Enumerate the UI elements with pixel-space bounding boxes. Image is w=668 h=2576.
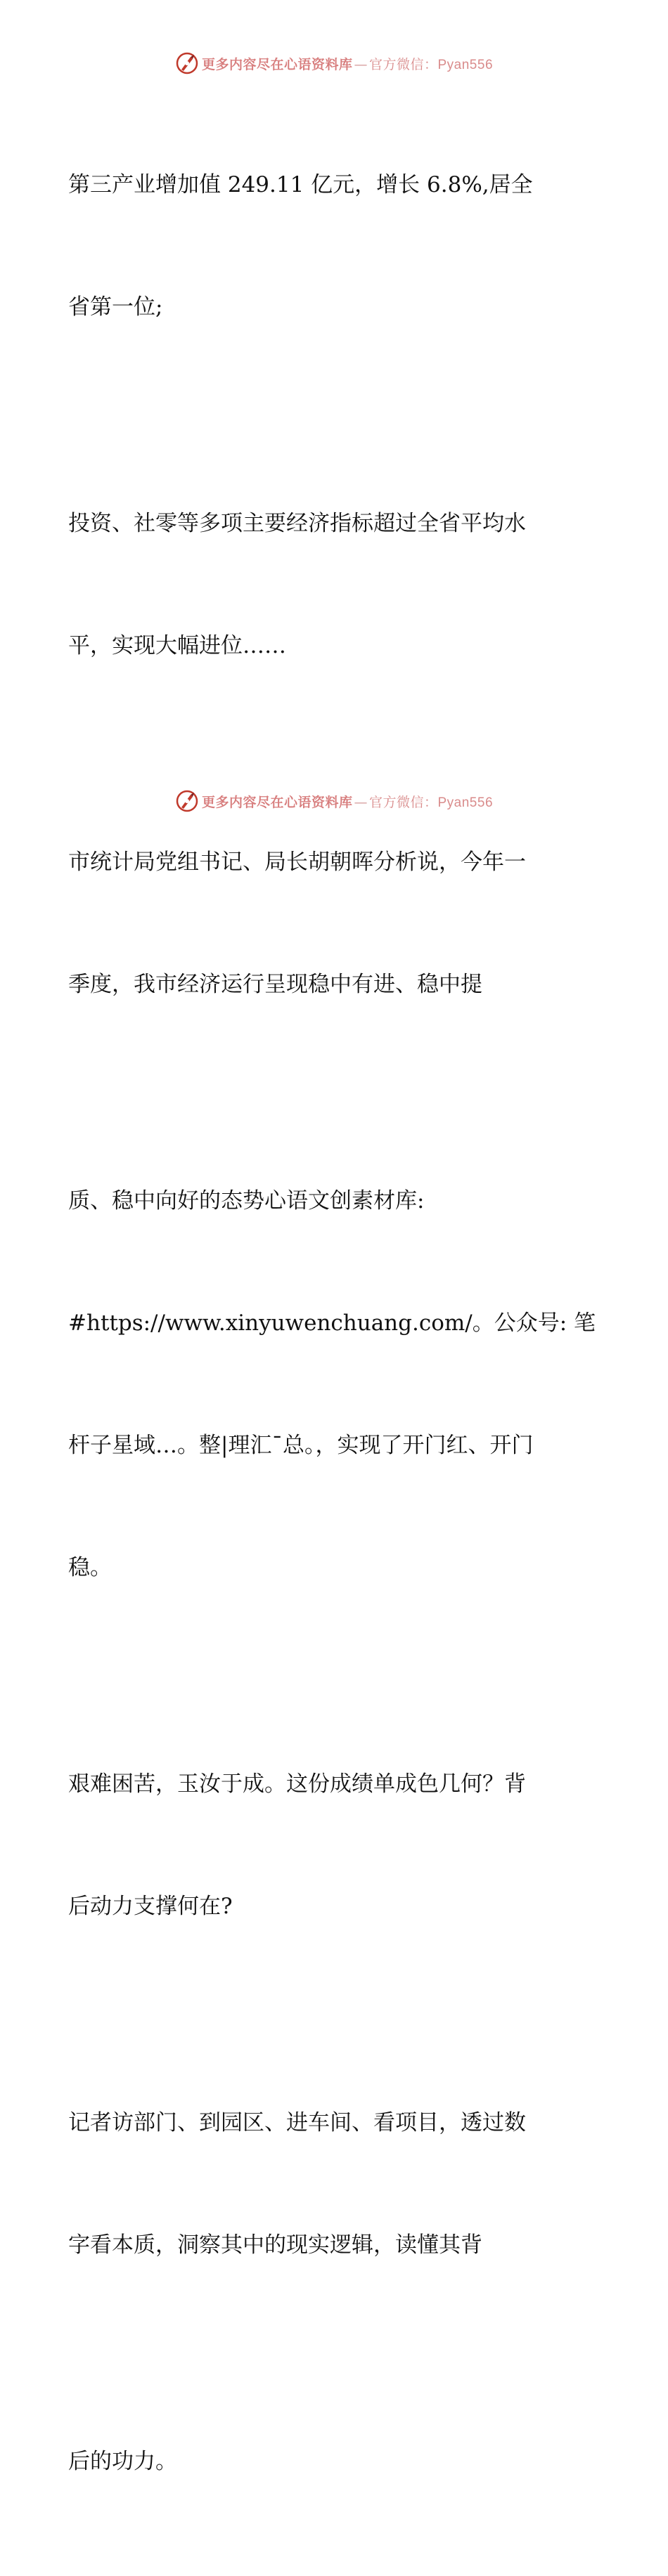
quill-pen-logo-icon: [175, 789, 199, 813]
header-banner: [0, 49, 668, 77]
paragraph-1: [68, 83, 603, 409]
text-line: 艰难困苦，玉汝于成。这份成绩单成色几何？背: [68, 1771, 526, 1797]
banner-text: [202, 792, 493, 811]
text-line: #https://www.xinyuwenchuang.com/。公众号: 笔: [68, 1310, 596, 1336]
text-line: 投资、社零等多项主要经济指标超过全省平均水: [68, 511, 526, 536]
text-line: 后动力支撑何在?: [68, 1894, 233, 1919]
text-line: 质、稳中向好的态势心语文创素材库:: [68, 1188, 425, 1214]
banner-text: [202, 54, 493, 73]
banner-brand: 更多内容尽在心语资料库: [201, 794, 353, 810]
banner-wechat-label: 官方微信：: [368, 56, 438, 72]
text-line: 市统计局党组书记、局长胡朝晖分析说，今年一: [68, 850, 526, 875]
text-line: 省第一位;: [68, 294, 163, 320]
text-line: 后的功力。: [68, 2449, 177, 2474]
text-line: 第三产业增加值 249.11 亿元，增长 6.8%,居全: [68, 172, 533, 197]
paragraph-4: [68, 1099, 603, 1670]
text-line: 稳。: [68, 1555, 112, 1580]
text-line: 字看本质，洞察其中的现实逻辑，读懂其背: [68, 2232, 482, 2258]
banner-wechat-label: 官方微信：: [368, 794, 438, 810]
text-line: 平，实现大幅进位……: [68, 633, 286, 658]
paragraph-2: [68, 422, 603, 748]
banner-wechat-id: Pyan556: [437, 57, 494, 72]
quill-pen-logo-icon: [175, 51, 199, 75]
banner-separator: —: [354, 794, 368, 810]
text-line: 季度，我市经济运行呈现稳中有进、稳中提: [68, 972, 482, 997]
paragraph-7: [68, 2360, 603, 2563]
document-body: [68, 83, 603, 2576]
text-line: 杆子星域…。整|理汇¯总。，实现了开门红、开门: [68, 1433, 534, 1458]
banner-brand: 更多内容尽在心语资料库: [201, 56, 353, 72]
footer-banner: [0, 787, 668, 815]
text-line: 记者访部门、到园区、进车间、看项目，透过数: [68, 2110, 526, 2135]
paragraph-5: [68, 1682, 603, 2008]
paragraph-6: [68, 2021, 603, 2347]
banner-wechat-id: Pyan556: [437, 795, 494, 810]
banner-separator: —: [354, 56, 368, 72]
